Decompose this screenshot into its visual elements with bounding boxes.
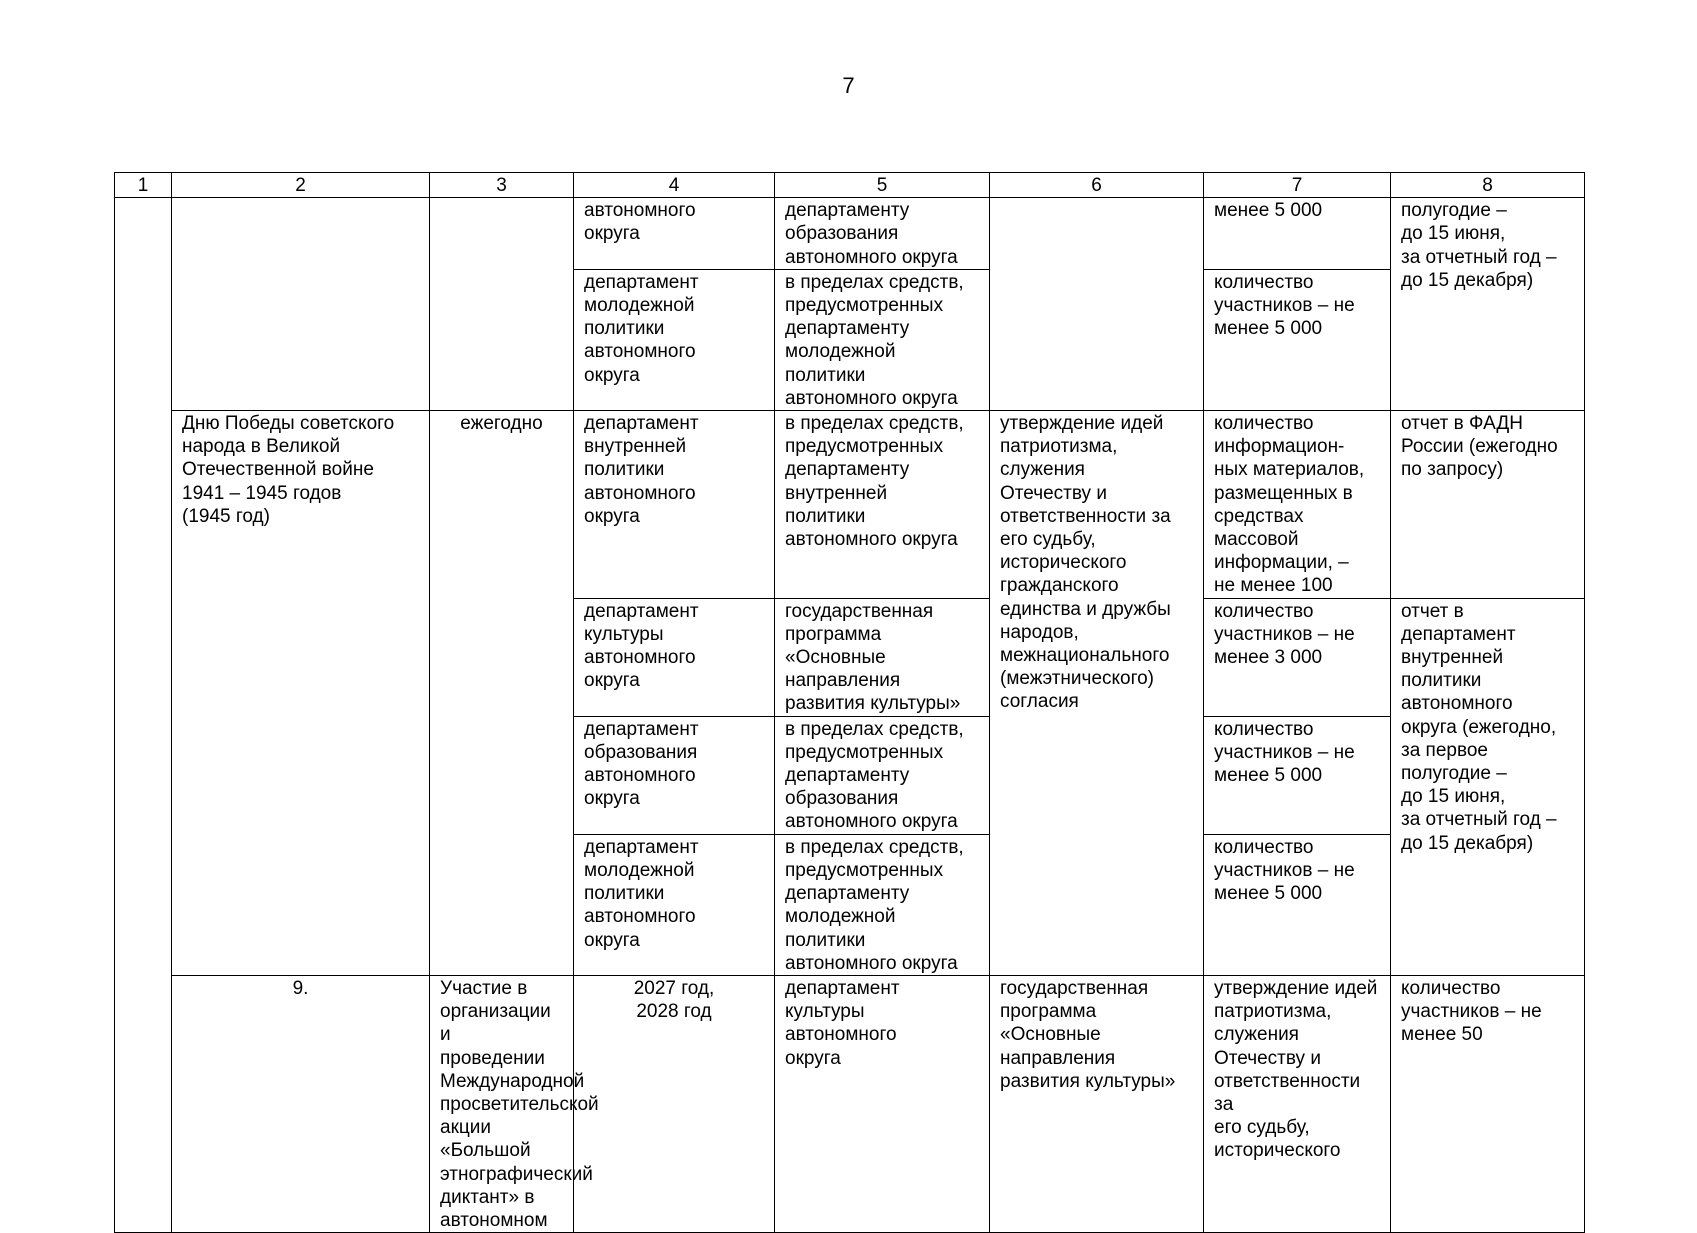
goal-cell: [990, 198, 1204, 411]
indicator-cell: менее 5 000: [1204, 198, 1391, 270]
event-cell: [172, 198, 430, 411]
term-cell: 2027 год, 2028 год: [574, 975, 775, 1232]
row-number-cell: 9.: [172, 975, 430, 1232]
header-cell: 1: [115, 173, 172, 198]
funding-cell: государственная программа «Основные направления развития культуры»: [775, 598, 990, 716]
goal-cell: утверждение идей патриотизма, служения Отечеству и ответственности за его судьбу, исторического гражданского единства и дружбы народов, межнационального (межэтнического) согласия: [990, 411, 1204, 976]
indicator-cell: количество информацион- ных материалов, размещенных в средствах массовой информации, – не менее 100: [1204, 411, 1391, 599]
executor-cell: департамент молодежной политики автономного округа: [574, 834, 775, 975]
table-row: [115, 975, 1585, 1232]
funding-cell: департаменту образования автономного округа: [775, 198, 990, 270]
executor-cell: автономного округа: [574, 198, 775, 270]
header-cell: 3: [430, 173, 574, 198]
funding-cell: в пределах средств, предусмотренных департаменту внутренней политики автономного округа: [775, 411, 990, 599]
indicator-cell: количество участников – не менее 5 000: [1204, 269, 1391, 410]
term-cell: ежегодно: [430, 411, 574, 976]
goal-cell: утверждение идей патриотизма, служения Отечеству и ответственности за его судьбу, исторического: [1204, 975, 1391, 1232]
report-cell: отчет в ФАДН России (ежегодно по запросу): [1391, 411, 1585, 599]
table-header-row: [115, 173, 1585, 198]
header-cell: 6: [990, 173, 1204, 198]
indicator-cell: количество участников – не менее 50: [1391, 975, 1585, 1232]
header-cell: 2: [172, 173, 430, 198]
executor-cell: департамент образования автономного округа: [574, 716, 775, 834]
header-cell: 8: [1391, 173, 1585, 198]
executor-cell: департамент культуры автономного округа: [574, 598, 775, 716]
row-number-cell: [115, 198, 172, 1233]
funding-cell: в пределах средств, предусмотренных департаменту молодежной политики автономного округа: [775, 269, 990, 410]
page-number: 7: [842, 73, 855, 98]
table-row: [115, 411, 1585, 599]
executor-cell: департамент культуры автономного округа: [775, 975, 990, 1232]
indicator-cell: количество участников – не менее 5 000: [1204, 834, 1391, 975]
event-cell: Дню Победы советского народа в Великой Отечественной войне 1941 – 1945 годов (1945 год): [172, 411, 430, 976]
executor-cell: департамент молодежной политики автономного округа: [574, 269, 775, 410]
event-cell: Участие в организации и проведении Международной просветительской акции «Большой этнографический диктант» в автономном: [430, 975, 574, 1232]
report-cell: полугодие – до 15 июня, за отчетный год – до 15 декабря): [1391, 198, 1585, 411]
header-cell: 5: [775, 173, 990, 198]
executor-cell: департамент внутренней политики автономного округа: [574, 411, 775, 599]
table-row: [115, 198, 1585, 270]
header-cell: 4: [574, 173, 775, 198]
indicator-cell: количество участников – не менее 3 000: [1204, 598, 1391, 716]
funding-cell: в пределах средств, предусмотренных департаменту молодежной политики автономного округа: [775, 834, 990, 975]
term-cell: [430, 198, 574, 411]
funding-cell: государственная программа «Основные направления развития культуры»: [990, 975, 1204, 1232]
report-cell: отчет в департамент внутренней политики автономного округа (ежегодно, за первое полугодие – до 15 июня, за отчетный год – до 15 декабря): [1391, 598, 1585, 975]
header-cell: 7: [1204, 173, 1391, 198]
indicator-cell: количество участников – не менее 5 000: [1204, 716, 1391, 834]
funding-cell: в пределах средств, предусмотренных департаменту образования автономного округа: [775, 716, 990, 834]
plan-table: [114, 172, 1585, 1233]
